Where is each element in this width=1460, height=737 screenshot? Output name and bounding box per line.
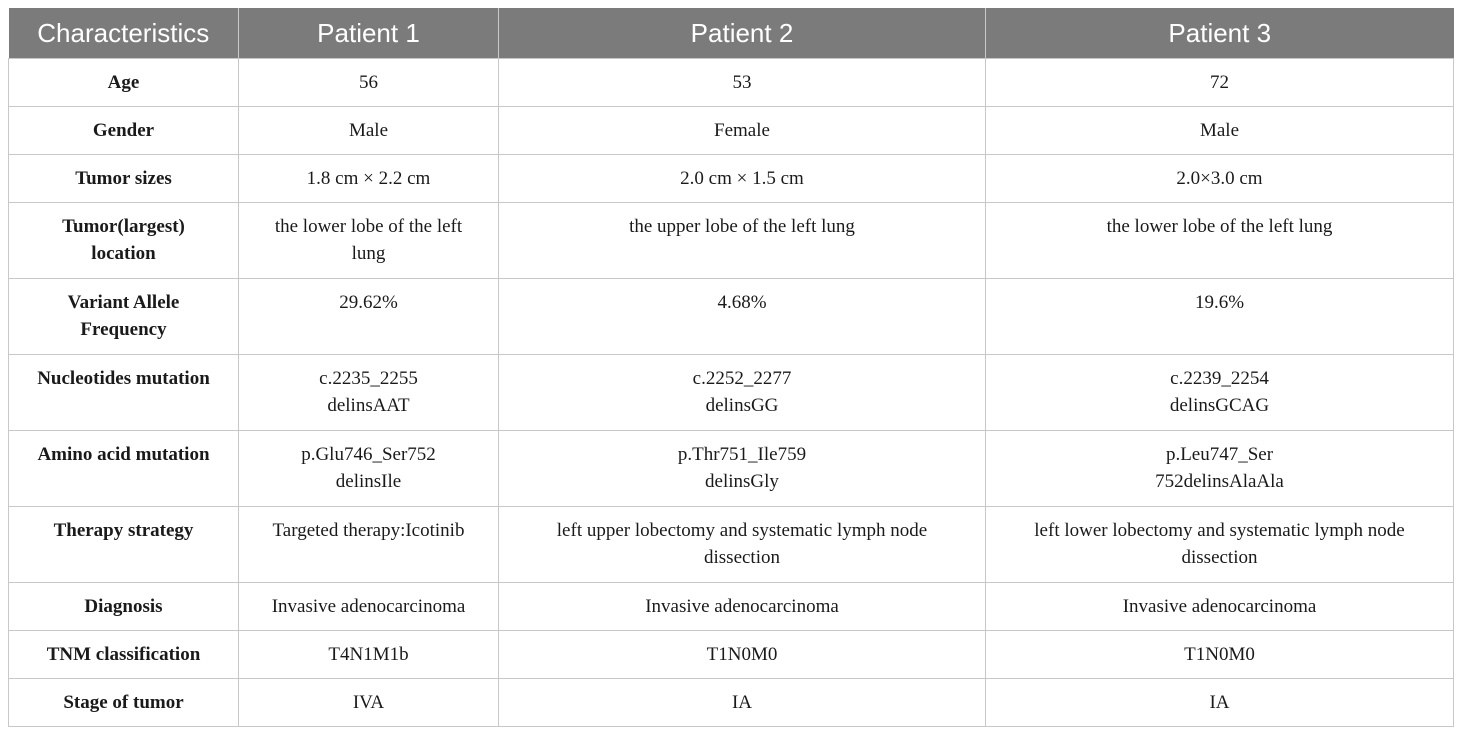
header-patient-2: Patient 2	[499, 8, 986, 59]
table-header	[9, 8, 1454, 59]
header-characteristics: Characteristics	[9, 8, 239, 59]
table-row-diagnosis	[9, 583, 1454, 631]
cell-patient-3: 72	[986, 59, 1454, 107]
cell-patient-3: T1N0M0	[986, 631, 1454, 679]
cell-patient-3: 2.0×3.0 cm	[986, 155, 1454, 203]
table-row-amino-acid-mutation	[9, 431, 1454, 507]
table-row-tnm-classification	[9, 631, 1454, 679]
row-label: Amino acid mutation	[9, 431, 239, 507]
cell-patient-3: the lower lobe of the left lung	[986, 203, 1454, 279]
cell-patient-2: the upper lobe of the left lung	[499, 203, 986, 279]
cell-patient-1: 56	[239, 59, 499, 107]
table-row-gender	[9, 107, 1454, 155]
cell-patient-2: 4.68%	[499, 279, 986, 355]
row-label: Gender	[9, 107, 239, 155]
row-label: Variant Allele Frequency	[9, 279, 239, 355]
cell-patient-3: Male	[986, 107, 1454, 155]
cell-patient-1: T4N1M1b	[239, 631, 499, 679]
cell-patient-1: Targeted therapy:Icotinib	[239, 507, 499, 583]
cell-patient-3: left lower lobectomy and systematic lymph node dissection	[986, 507, 1454, 583]
row-label: Tumor sizes	[9, 155, 239, 203]
cell-patient-1: p.Glu746_Ser752 delinsIle	[239, 431, 499, 507]
row-label: Therapy strategy	[9, 507, 239, 583]
table-body	[9, 59, 1454, 727]
cell-patient-3: p.Leu747_Ser 752delinsAlaAla	[986, 431, 1454, 507]
cell-patient-3: Invasive adenocarcinoma	[986, 583, 1454, 631]
header-patient-1: Patient 1	[239, 8, 499, 59]
header-row	[9, 8, 1454, 59]
patient-characteristics-table	[8, 8, 1454, 727]
cell-patient-3: c.2239_2254 delinsGCAG	[986, 355, 1454, 431]
row-label: Age	[9, 59, 239, 107]
cell-patient-1: Male	[239, 107, 499, 155]
cell-patient-1: IVA	[239, 679, 499, 727]
cell-patient-2: p.Thr751_Ile759 delinsGly	[499, 431, 986, 507]
cell-patient-2: 53	[499, 59, 986, 107]
cell-patient-1: 29.62%	[239, 279, 499, 355]
row-label: Diagnosis	[9, 583, 239, 631]
table-row-nucleotides-mutation	[9, 355, 1454, 431]
row-label: Stage of tumor	[9, 679, 239, 727]
header-patient-3: Patient 3	[986, 8, 1454, 59]
row-label: Tumor(largest) location	[9, 203, 239, 279]
table-row-tumor-location	[9, 203, 1454, 279]
cell-patient-3: 19.6%	[986, 279, 1454, 355]
cell-patient-2: T1N0M0	[499, 631, 986, 679]
table-row-variant-allele-frequency	[9, 279, 1454, 355]
cell-patient-1: c.2235_2255 delinsAAT	[239, 355, 499, 431]
cell-patient-2: IA	[499, 679, 986, 727]
cell-patient-2: Invasive adenocarcinoma	[499, 583, 986, 631]
cell-patient-2: c.2252_2277 delinsGG	[499, 355, 986, 431]
table-row-tumor-sizes	[9, 155, 1454, 203]
cell-patient-3: IA	[986, 679, 1454, 727]
cell-patient-2: left upper lobectomy and systematic lymph node dissection	[499, 507, 986, 583]
cell-patient-2: 2.0 cm × 1.5 cm	[499, 155, 986, 203]
row-label: TNM classification	[9, 631, 239, 679]
cell-patient-2: Female	[499, 107, 986, 155]
table-row-age	[9, 59, 1454, 107]
cell-patient-1: Invasive adenocarcinoma	[239, 583, 499, 631]
table-row-therapy-strategy	[9, 507, 1454, 583]
row-label: Nucleotides mutation	[9, 355, 239, 431]
table-row-stage-of-tumor	[9, 679, 1454, 727]
cell-patient-1: 1.8 cm × 2.2 cm	[239, 155, 499, 203]
cell-patient-1: the lower lobe of the left lung	[239, 203, 499, 279]
